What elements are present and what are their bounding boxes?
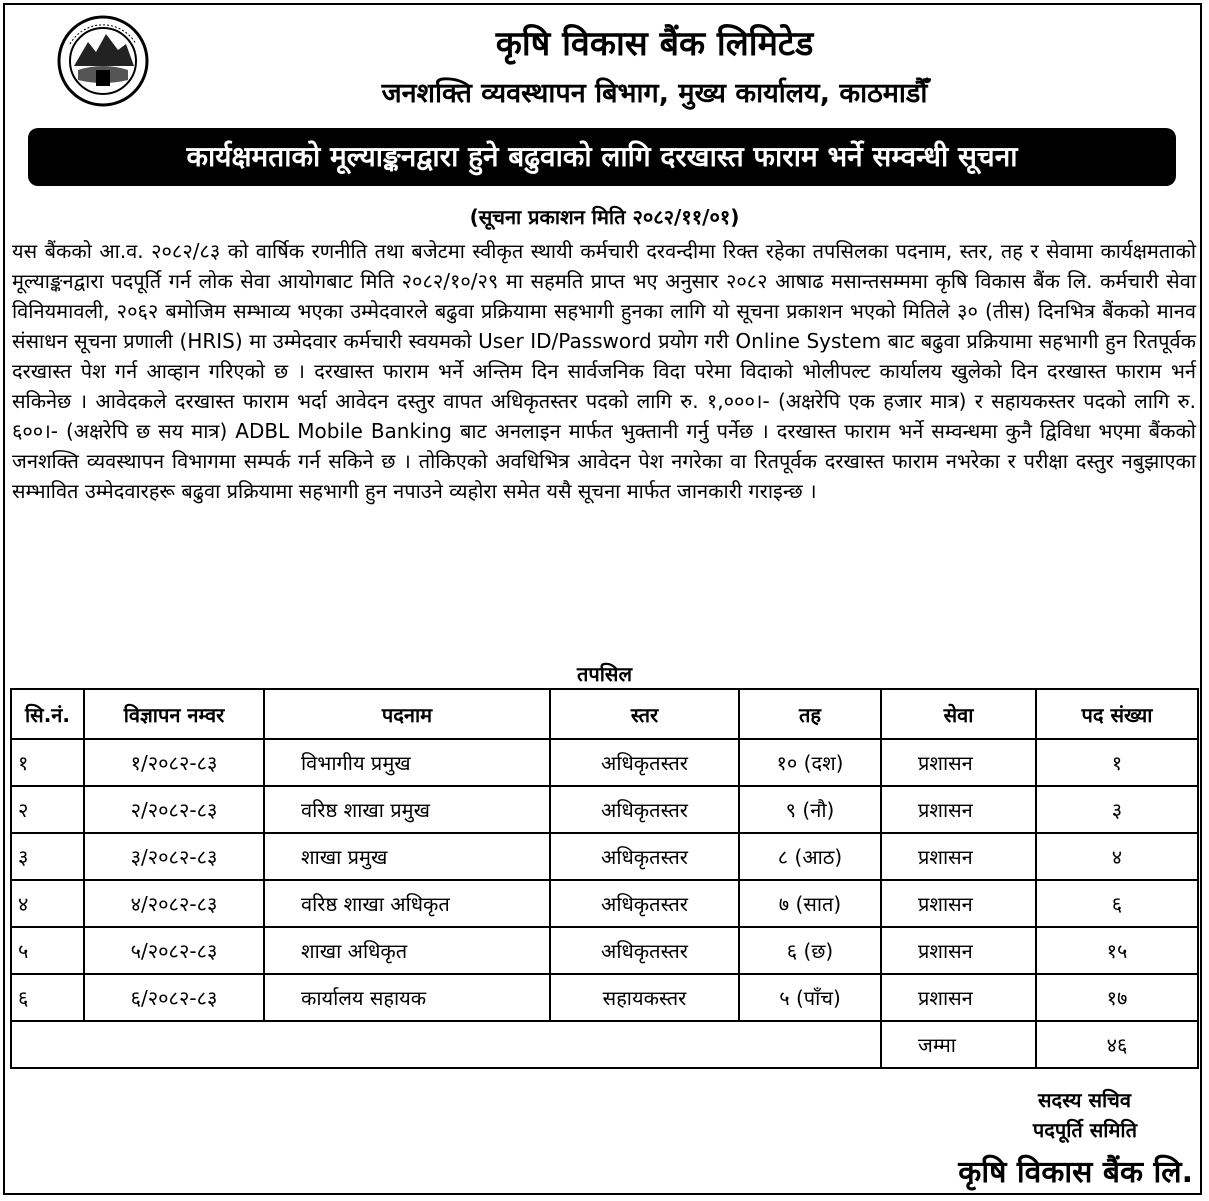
- bank-emblem-icon: [56, 14, 150, 108]
- cell-ad-number: २/२०८२-८३: [84, 786, 264, 833]
- cell-grade: ९ (नौ): [739, 786, 881, 833]
- cell-grade: १० (दश): [739, 739, 881, 786]
- cell-post-count: १७: [1036, 974, 1198, 1021]
- cell-serial: ४: [11, 880, 84, 927]
- cell-ad-number: ५/२०८२-८३: [84, 927, 264, 974]
- total-label: जम्मा: [881, 1021, 1036, 1068]
- cell-post-count: १: [1036, 739, 1198, 786]
- col-header-grade: तह: [739, 689, 881, 739]
- cell-position: कार्यालय सहायक: [264, 974, 550, 1021]
- table-row: [11, 927, 1198, 974]
- table-total-row: [11, 1021, 1198, 1068]
- cell-service: प्रशासन: [881, 880, 1036, 927]
- annex-caption: तपसिल: [576, 662, 633, 686]
- signature-committee: पदपूर्ति समिति: [1032, 1118, 1137, 1142]
- cell-serial: १: [11, 739, 84, 786]
- org-name: कृषि विकास बैंक लिमिटेड: [495, 24, 814, 64]
- cell-serial: ६: [11, 974, 84, 1021]
- cell-post-count: १५: [1036, 927, 1198, 974]
- table-row: [11, 739, 1198, 786]
- cell-serial: ३: [11, 833, 84, 880]
- cell-position: शाखा प्रमुख: [264, 833, 550, 880]
- col-header-service: सेवा: [881, 689, 1036, 739]
- notice-body: यस बैंकको आ.व. २०८२/८३ को वार्षिक रणनीति तथा बजेटमा स्वीकृत स्थायी कर्मचारी दरवन्दीमा रिक्त रहेका तपसिलका पदनाम, स्तर, तह र सेवामा कार्यक्षमताको मूल्याङ्कनद्वारा पदपूर्ति गर्न लोक सेवा आयोगबाट मिति २०८२/१०/२९ मा सहमति प्राप्त भए अनुसार २०८२ आषाढ मसान्तसम्ममा कृषि विकास बैंक लि. कर्मचारी सेवा विनियमावली, २०६२ बमोजिम सम्भाव्य भएका उम्मेदवारले बढुवा प्रक्रियामा सहभागी हुनका लागि यो सूचना प्रकाशन भएको मितिले ३० (तीस) दिनभित्र बैंकको मानव संसाधन सूचना प्रणाली (HRIS) मा उम्मेदवार कर्मचारी स्वयमको User ID/Password प्रयोग गरी Online System बाट बढुवा प्रक्रियामा सहभागी हुन रितपूर्वक दरखास्त पेश गर्न आव्हान गरिएको छ । दरखास्त फाराम भर्ने अन्तिम दिन सार्वजनिक विदा परेमा विदाको भोलीपल्ट कार्यालय खुलेको दिन दरखास्त फाराम भर्न सकिनेछ । आवेदकले दरखास्त फाराम भर्दा आवेदन दस्तुर वापत अधिकृतस्तर पदको लागि रु. १,०००।- (अक्षरेपि एक हजार मात्र) र सहायकस्तर पदको लागि रु. ६००।- (अक्षरेपि छ सय मात्र) ADBL Mobile Banking बाट अनलाइन मार्फत भुक्तानी गर्नु पर्नेछ । दरखास्त फाराम भर्ने सम्वन्धमा कुनै द्विविधा भएमा बैंकको जनशक्ति व्यवस्थापन विभागमा सम्पर्क गर्न सकिने छ । तोकिएको अवधिभित्र आवेदन पेश नगरेका वा रितपूर्वक दरखास्त फाराम नभरेका र परीक्षा दस्तुर नबुझाएका सम्भावित उम्मेदवारहरू बढुवा प्रक्रियामा सहभागी हुन नपाउने व्यहोरा समेत यसै सूचना मार्फत जानकारी गराइन्छ ।: [12, 239, 1196, 503]
- cell-grade: ६ (छ): [739, 927, 881, 974]
- signature-org: कृषि विकास बैंक लि.: [958, 1155, 1193, 1190]
- table-row: [11, 786, 1198, 833]
- cell-ad-number: ४/२०८२-८३: [84, 880, 264, 927]
- cell-level: अधिकृतस्तर: [550, 880, 739, 927]
- cell-grade: ५ (पाँच): [739, 974, 881, 1021]
- cell-serial: २: [11, 786, 84, 833]
- cell-grade: ७ (सात): [739, 880, 881, 927]
- cell-post-count: ३: [1036, 786, 1198, 833]
- cell-grade: ८ (आठ): [739, 833, 881, 880]
- cell-level: अधिकृतस्तर: [550, 927, 739, 974]
- notice-title-banner: कार्यक्षमताको मूल्याङ्कनद्वारा हुने बढुवाको लागि दरखास्त फाराम भर्ने सम्वन्धी सूचना: [28, 128, 1176, 186]
- cell-service: प्रशासन: [881, 833, 1036, 880]
- col-header-serial: सि.नं.: [11, 689, 84, 739]
- publication-date: (सूचना प्रकाशन मिति २०८२/११/०१): [469, 205, 740, 229]
- department-name: जनशक्ति व्यवस्थापन बिभाग, मुख्य कार्यालय, काठमाडौँ: [381, 78, 928, 109]
- cell-service: प्रशासन: [881, 739, 1036, 786]
- cell-serial: ५: [11, 927, 84, 974]
- total-blank-cell: [11, 1021, 881, 1068]
- cell-ad-number: ३/२०८२-८३: [84, 833, 264, 880]
- cell-post-count: ४: [1036, 833, 1198, 880]
- cell-service: प्रशासन: [881, 927, 1036, 974]
- col-header-level: स्तर: [550, 689, 739, 739]
- table-header-row: [11, 689, 1198, 739]
- positions-table: [10, 688, 1199, 1069]
- cell-level: सहायकस्तर: [550, 974, 739, 1021]
- table-row: [11, 880, 1198, 927]
- table-row: [11, 833, 1198, 880]
- cell-level: अधिकृतस्तर: [550, 833, 739, 880]
- cell-level: अधिकृतस्तर: [550, 739, 739, 786]
- col-header-post-count: पद संख्या: [1036, 689, 1198, 739]
- cell-service: प्रशासन: [881, 786, 1036, 833]
- col-header-position: पदनाम: [264, 689, 550, 739]
- cell-ad-number: १/२०८२-८३: [84, 739, 264, 786]
- total-value: ४६: [1036, 1021, 1198, 1068]
- cell-post-count: ६: [1036, 880, 1198, 927]
- cell-position: विभागीय प्रमुख: [264, 739, 550, 786]
- col-header-ad-number: विज्ञापन नम्वर: [84, 689, 264, 739]
- signature-title: सदस्य सचिव: [1037, 1088, 1131, 1112]
- cell-position: वरिष्ठ शाखा अधिकृत: [264, 880, 550, 927]
- cell-service: प्रशासन: [881, 974, 1036, 1021]
- cell-level: अधिकृतस्तर: [550, 786, 739, 833]
- cell-ad-number: ६/२०८२-८३: [84, 974, 264, 1021]
- cell-position: वरिष्ठ शाखा प्रमुख: [264, 786, 550, 833]
- cell-position: शाखा अधिकृत: [264, 927, 550, 974]
- table-row: [11, 974, 1198, 1021]
